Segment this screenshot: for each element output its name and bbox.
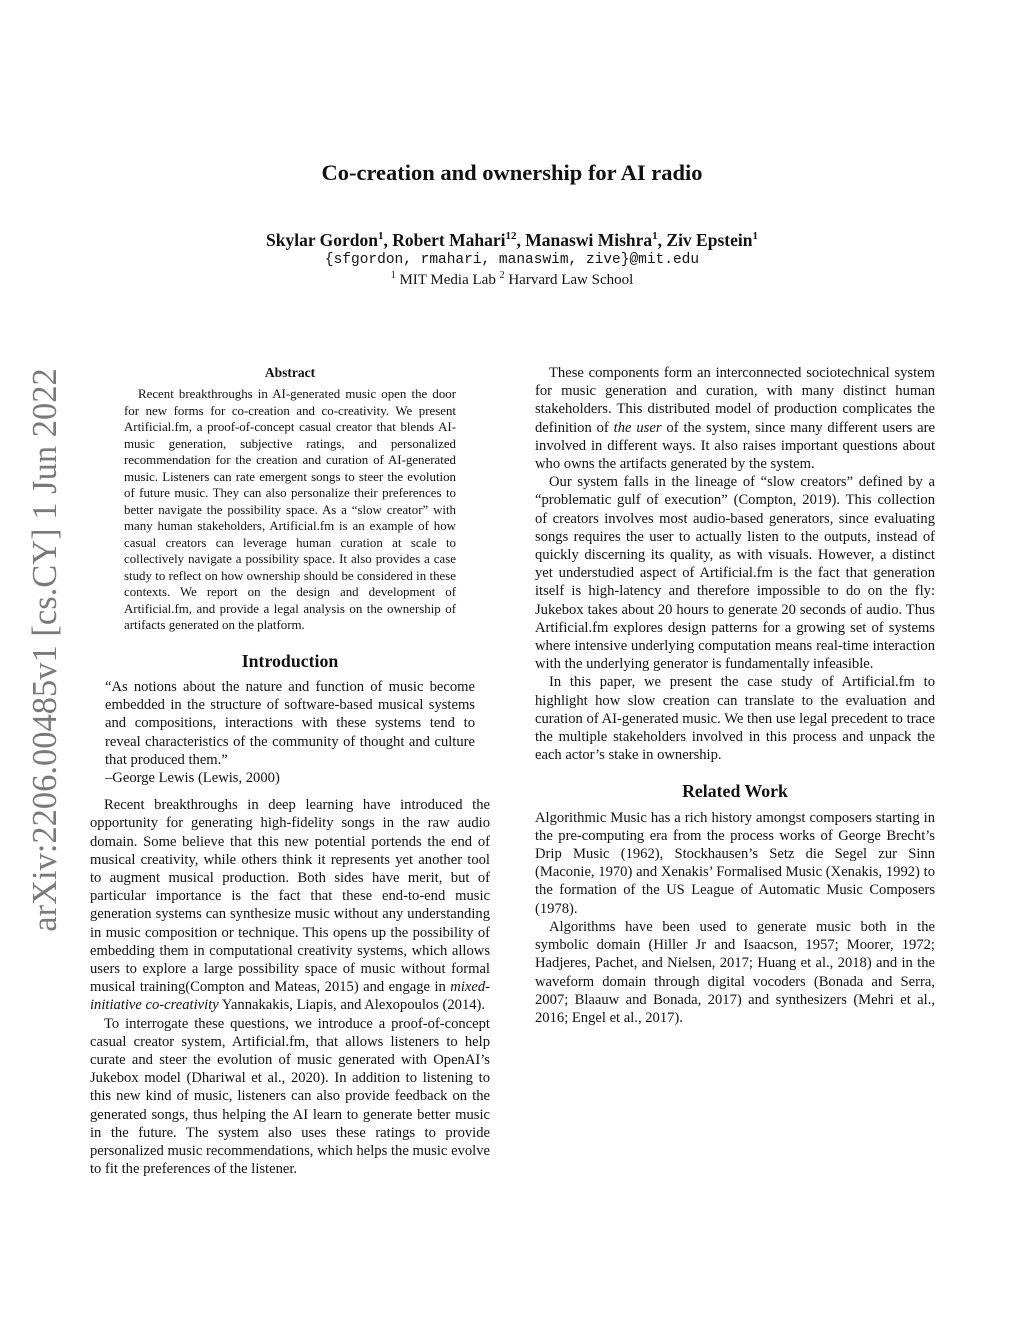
affiliation-mark: 1: [390, 270, 396, 281]
related-work-heading: Related Work: [682, 781, 788, 802]
intro-p1-text-end: Yannakakis, Liapis, and Alexopoulos (2014).: [218, 997, 486, 1014]
intro-p1-emphasis: mixed-initiative co-creativity: [90, 979, 490, 1014]
author-emails: {sfgordon, rmahari, manaswim, zive}@mit.edu: [324, 252, 700, 268]
intro-paragraph-4: Our system falls in the lineage of “slow creators” defined by a “problematic gulf of execution” (Compton, 2019). This collection of creators involves most audio-based generators, since evaluating songs requires the user to actually listen to the outputs, instead of quickly discerning its quality, as with visuals. However, a distinct yet understudied aspect of Artificial.fm is the fact that generation itself is high-latency and therefore impossible to do on the fly: Jukebox takes about 20 hours to generate 20 seconds of audio. Thus Artificial.fm explores design patterns for a growing set of systems where intensive underlying computation means real-time interaction with the underlying generator is fundamentally infeasible.: [535, 474, 935, 673]
affiliation-name: MIT Media Lab: [395, 272, 500, 288]
abstract-text: Recent breakthroughs in AI-generated music open the door for new forms for co-creation and co-creativity. We present Artificial.fm, a proof-of-concept casual creator that blends AI-music generation, subjective ratings, and personalized recommendation for the creation and curation of AI-generated music. Listeners can rate emergent songs to steer the evolution of future music. They can also personalize their preferences to better navigate the possibility space. As a “slow creator” with many human stakeholders, Artificial.fm is an example of how casual creators can leverage human curation at scale to collectively navigate a possibility space. It also provides a case study to reflect on how ownership should be considered in these contexts. We report on the design and development of Artificial.fm, and provide a legal analysis on the ownership of artifacts generated on the platform.: [124, 387, 456, 633]
right-column: [535, 364, 935, 1027]
intro-paragraph-2: To interrogate these questions, we introduce a proof-of-concept casual creator system, Artificial.fm, that allows listeners to help curate and steer the evolution of music generated with OpenAI’s Jukebox model (Dhariwal et al., 2020). In addition to listening to this new kind of music, listeners can also provide feedback on the generated songs, thus helping the AI learn to generate better music in the future. The system also uses these ratings to provide personalized music recommendations, which helps the music evolve to fit the preferences of the listener.: [90, 1015, 490, 1178]
arxiv-sidebar: [20, 368, 70, 933]
intro-paragraph-5: In this paper, we present the case study of Artificial.fm to highlight how slow creation can translate to the evaluation and curation of AI-generated music. We then use legal precedent to trace the multiple stakeholders involved in this process and unpack the each actor’s stake in ownership.: [535, 674, 935, 764]
author-name: Ziv Epstein: [666, 230, 753, 250]
author-affiliation-mark: 1: [652, 230, 658, 243]
author-separator: ,: [516, 230, 526, 250]
paper-title: Co-creation and ownership for AI radio: [321, 160, 703, 185]
author-name: Robert Mahari: [392, 230, 506, 250]
intro-p3-emphasis: the user: [613, 419, 662, 436]
related-work-paragraph-2: Algorithms have been used to generate music both in the symbolic domain (Hiller Jr and Isaacson, 1957; Moorer, 1972; Hadjeres, Pachet, and Nielsen, 2017; Huang et al., 2018) and in the waveform domain through digital vocoders (Bonada and Serra, 2007; Blaauw and Bonada, 2017) and synthesizers (Mehri et al., 2016; Engel et al., 2017).: [535, 918, 935, 1026]
author-affiliation-mark: 1: [378, 230, 384, 243]
intro-paragraph-1: [90, 796, 490, 1014]
quote-text: “As notions about the nature and function of music become embedded in the structure of software-based musical systems and compositions, interactions with these systems tend to reveal characteristics of the community of thought and culture that produced them.”: [105, 678, 475, 768]
author-name: Skylar Gordon: [266, 230, 379, 250]
abstract-heading: Abstract: [264, 365, 316, 380]
introduction-heading: Introduction: [241, 650, 339, 671]
left-column: [90, 364, 490, 1178]
author-affiliation-mark: 1: [752, 230, 758, 243]
arxiv-identifier: arXiv:2206.00485v1 [cs.CY] 1 Jun 2022: [26, 368, 64, 932]
epigraph-quote: [105, 678, 475, 787]
related-work-paragraph-1: Algorithmic Music has a rich history amongst composers starting in the pre-computing era from the process works of George Brecht’s Drip Music (1962), Stockhausen’s Setz die Segel zur Sinn (Maconie, 1970) and Xenakis’ Formalised Music (Xenakis, 1992) to the formation of the US League of Automatic Music Composers (1978).: [535, 809, 935, 917]
intro-p3-text: These components form an interconnected sociotechnical system for music generation and curation, with many distinct human stakeholders. This distributed model of production complicates the definition of: [535, 365, 935, 436]
quote-attribution: –George Lewis (Lewis, 2000): [105, 769, 280, 786]
affiliation-mark: 2: [499, 270, 505, 281]
author-separator: ,: [657, 230, 667, 250]
abstract-body: [124, 386, 456, 634]
affiliation-name: Harvard Law School: [504, 272, 634, 288]
author-affiliation-mark: 12: [505, 230, 517, 243]
intro-paragraph-3: [535, 364, 935, 473]
author-name: Manaswi Mishra: [525, 230, 653, 250]
intro-p1-text: Recent breakthroughs in deep learning have introduced the opportunity for generating high-fidelity songs in the raw audio domain. Some believe that this new potential portends the end of musical creativity, while others think it represents yet another tool to augment musical production. Both sides have merit, but of particular importance is the fact that these end-to-end music generation systems can synthesize music without any understanding in music composition or technique. This opens up the possibility of embedding them in computational creativity systems, which allows users to explore a large possibility space of music without formal musical training(Compton and Mateas, 2015) and engage in: [90, 797, 490, 996]
intro-p3-text-end: of the system, since many different users are involved in different ways. It also raises important questions about who owns the artifacts generated by the system.: [535, 419, 935, 473]
author-separator: ,: [383, 230, 393, 250]
affiliations: [0, 270, 1024, 289]
author-list: [0, 230, 1024, 251]
